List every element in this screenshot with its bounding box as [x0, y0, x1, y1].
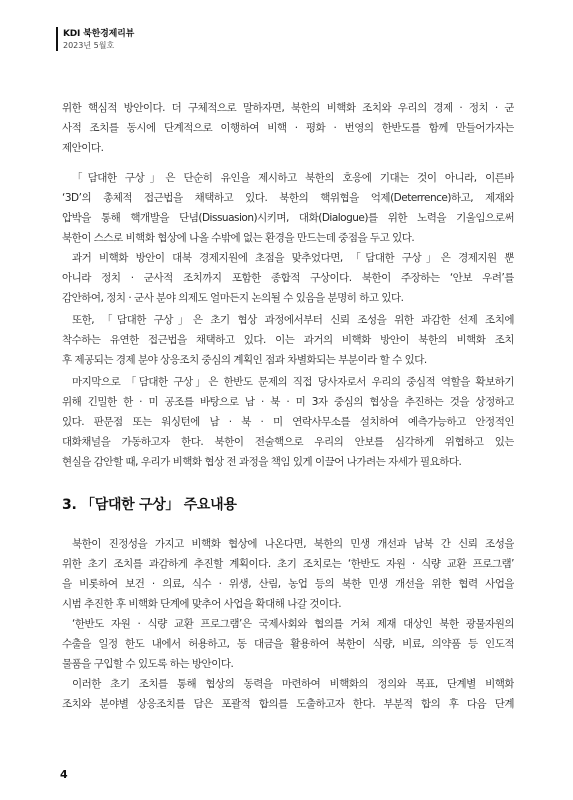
text-line: 조치와 분야별 상응조치를 담은 포괄적 합의를 도출하고자 한다. 부분적 합의 후 다음 단계 — [62, 698, 514, 710]
text-line: 이러한 초기 조치를 통해 협상의 동력을 마련하여 비핵화의 정의와 목표, 단계별 비핵화 — [72, 678, 514, 690]
text-line: 제안이다. — [62, 142, 104, 154]
text-line: 북한이 스스로 비핵화 협상에 나올 수밖에 없는 환경을 만드는데 중점을 두고 있다. — [62, 232, 415, 244]
body-paragraph — [62, 168, 514, 248]
body-paragraph — [62, 674, 514, 714]
text-line: 있다. 판문점 또는 워싱턴에 남 · 북 · 미 연락사무소를 설치하여 예측가능하고 안정적인 — [62, 416, 514, 428]
text-line: 감안하여, 정치 · 군사 분야 의제도 얼마든지 논의될 수 있음을 분명히 하고 있다. — [62, 292, 404, 304]
section-heading: 3. 「담대한 구상」 주요내용 — [62, 497, 237, 513]
body-paragraph — [62, 248, 514, 308]
text-line: 위한 초기 조치를 과감하게 추진할 계획이다. 초기 조치로는 ‘한반도 자원 · 식량 교환 프로그램’ — [62, 558, 514, 570]
text-line: 「담대한 구상」은 단순히 유인을 제시하고 북한의 호응에 기대는 것이 아니라, 이른바 — [72, 172, 514, 184]
publication-issue: 2023년 5월호 — [63, 41, 115, 50]
text-line: 압박을 통해 핵개발을 단념(Dissuasion)시키며, 대화(Dialogue)를 위한 노력을 기울임으로써 — [62, 212, 514, 224]
text-line: 물품을 구입할 수 있도록 하는 방안이다. — [62, 658, 234, 670]
body-paragraph — [62, 310, 514, 370]
text-line: 위한 핵심적 방안이다. 더 구체적으로 말하자면, 북한의 비핵화 조치와 우리의 경제 · 정치 · 군 — [62, 102, 514, 114]
body-paragraph — [62, 534, 514, 614]
header-accent-bar — [56, 27, 58, 51]
text-line: 착수하는 유연한 접근법을 채택하고 있다. 이는 과거의 비핵화 방안이 북한의 비핵화 조치 — [62, 334, 514, 346]
text-line: 과거 비핵화 방안이 대북 경제지원에 초점을 맞추었다면, 「담대한 구상」은 경제지원 뿐 — [72, 252, 514, 264]
text-line: 시범 추진한 후 비핵화 단계에 맞추어 사업을 확대해 나갈 것이다. — [62, 598, 342, 610]
text-line: 북한이 진정성을 가지고 비핵화 협상에 나온다면, 북한의 민생 개선과 남북 간 신뢰 조성을 — [72, 538, 514, 550]
text-line: 사적 조치를 동시에 단계적으로 이행하여 비핵 · 평화 · 번영의 한반도를 함께 만들어가자는 — [62, 122, 514, 134]
body-paragraph — [62, 614, 514, 674]
page-number: 4 — [60, 768, 68, 781]
body-paragraph — [62, 372, 514, 472]
text-line: 아니라 정치 · 군사적 조치까지 포함한 종합적 구상이다. 북한이 주장하는 ‘안보 우려’를 — [62, 272, 514, 284]
text-line: ‘한반도 자원 · 식량 교환 프로그램’은 국제사회와 협의를 거쳐 제재 대상인 북한 광물자원의 — [72, 618, 514, 630]
text-line: 위해 긴밀한 한 · 미 공조를 바탕으로 남 · 북 · 미 3자 중심의 협상을 추진하는 것을 상정하고 — [62, 396, 514, 408]
text-line: ‘3D’의 총체적 접근법을 채택하고 있다. 북한의 핵위협을 억제(Deterrence)하고, 제재와 — [62, 192, 514, 204]
text-line: 또한, 「담대한 구상」은 초기 협상 과정에서부터 신뢰 조성을 위한 과감한 선제 조치에 — [72, 314, 514, 326]
text-line: 을 비롯하여 보건 · 의료, 식수 · 위생, 산림, 농업 등의 북한 민생 개선을 위한 협력 사업을 — [62, 578, 514, 590]
body-paragraph — [62, 98, 514, 158]
text-line: 대화채널을 가동하고자 한다. 북한이 전술핵으로 우리의 안보를 심각하게 위협하고 있는 — [62, 436, 514, 448]
text-line: 현실을 감안할 때, 우리가 비핵화 협상 전 과정을 책임 있게 이끌어 나가려는 자세가 필요하다. — [62, 456, 462, 468]
text-line: 수출을 일정 한도 내에서 허용하고, 동 대금을 활용하여 북한이 식량, 비료, 의약품 등 인도적 — [62, 638, 514, 650]
text-line: 후 제공되는 경제 분야 상응조치 중심의 계획인 점과 차별화되는 부분이라 할 수 있다. — [62, 354, 427, 366]
text-line: 마지막으로 「담대한 구상」은 한반도 문제의 직접 당사자로서 우리의 중심적 역할을 확보하기 — [72, 376, 514, 388]
publication-title: KDI 북한경제리뷰 — [63, 29, 135, 39]
